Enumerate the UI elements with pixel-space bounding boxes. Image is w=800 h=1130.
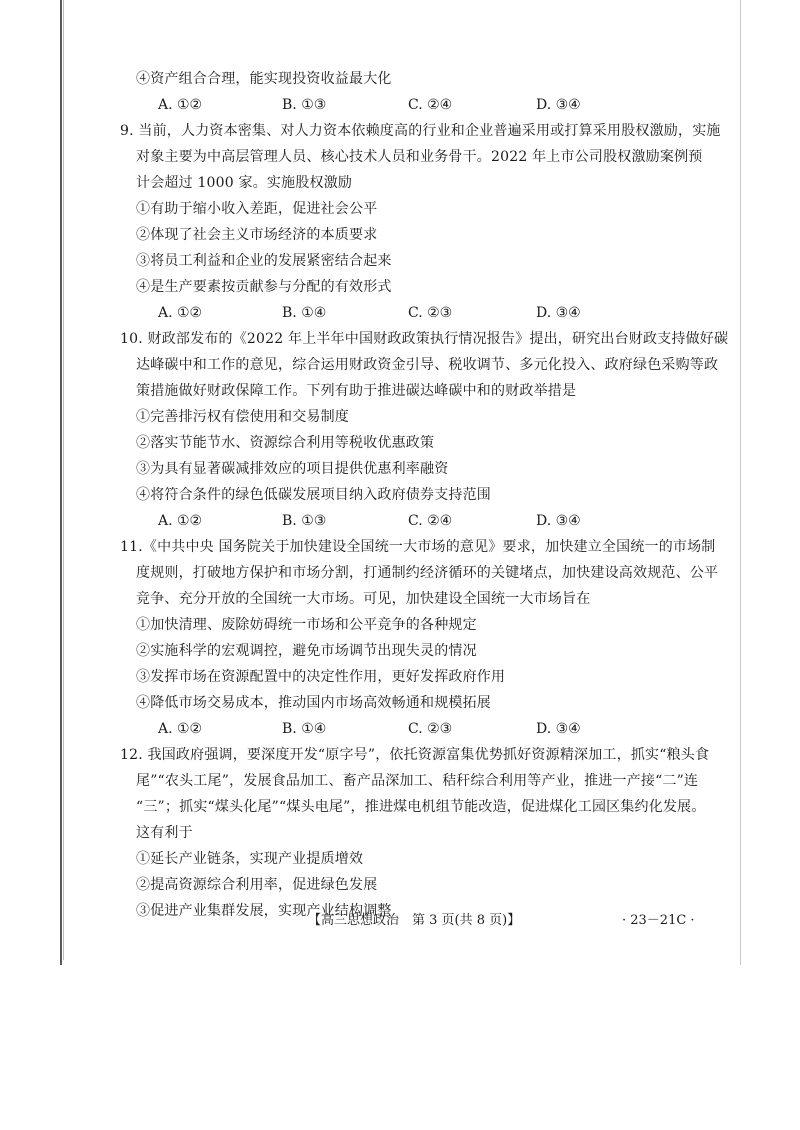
- q11-option-1: ①加快清理、废除妨碍统一市场和公平竞争的各种规定: [136, 617, 477, 633]
- q12-stem-line-2: 尾”“农头工尾”，发展食品加工、畜产品深加工、秸秆综合利用等产业，推进一产接“二”连: [136, 773, 699, 789]
- q11-stem-line-1: 11.《中共中央 国务院关于加快建设全国统一大市场的意见》要求，加快建立全国统一的市场制: [120, 539, 716, 555]
- q9-option-1: ①有助于缩小收入差距，促进社会公平: [136, 201, 378, 217]
- q12-stem-line-3: “三”；抓实“煤头化尾”“煤头电尾”，推进煤电机组节能改造，促进煤化工园区集约化发展。: [136, 799, 706, 815]
- q8-choice-a: A. ①②: [158, 97, 203, 113]
- footer-page-title: 【高三思想政治 第 3 页(共 8 页)】: [308, 913, 521, 928]
- q10-stem-line-3: 策措施做好财政保障工作。下列有助于推进碳达峰碳中和的财政举措是: [136, 383, 577, 399]
- q9-option-4: ④是生产要素按贡献参与分配的有效形式: [136, 279, 392, 295]
- q11-stem-line-3: 竞争、充分开放的全国统一大市场。可见，加快建设全国统一大市场旨在: [136, 591, 591, 607]
- q10-choice-c: C. ②④: [408, 513, 453, 529]
- q10-stem-line-2: 达峰碳中和工作的意见，综合运用财政资金引导、税收调节、多元化投入、政府绿色采购等政: [136, 357, 719, 373]
- q9-choice-d: D. ③④: [536, 305, 581, 321]
- q12-option-1: ①延长产业链条，实现产业提质增效: [136, 851, 364, 867]
- q8-choice-b: B. ①③: [282, 97, 327, 113]
- q10-choice-a: A. ①②: [158, 513, 203, 529]
- q10-stem-line-1: 10. 财政部发布的《2022 年上半年中国财政政策执行情况报告》提出，研究出台财政支持做好碳: [120, 331, 729, 347]
- q9-choices: [120, 300, 710, 326]
- q8-choices: [120, 92, 710, 118]
- q11-option-4: ④降低市场交易成本，推动国内市场高效畅通和规模拓展: [136, 695, 491, 711]
- q12-option-2: ②提高资源综合利用率，促进绿色发展: [136, 877, 378, 893]
- q9-stem-line-3: 计会超过 1000 家。实施股权激励: [136, 175, 353, 191]
- q10-option-4: ④将符合条件的绿色低碳发展项目纳入政府债券支持范围: [136, 487, 491, 503]
- q10-choice-b: B. ①③: [282, 513, 327, 529]
- q11-choice-c: C. ②③: [408, 721, 453, 737]
- scan-edge-left-shadow: [63, 0, 64, 960]
- q10-option-2: ②落实节能节水、资源综合利用等税收优惠政策: [136, 435, 435, 451]
- page-footer: [0, 909, 800, 935]
- q9-stem-line-1: 9. 当前，人力资本密集、对人力资本依赖度高的行业和企业普遍采用或打算采用股权激励，实施: [120, 123, 721, 139]
- q10-choice-d: D. ③④: [536, 513, 581, 529]
- q10-choices: [120, 508, 710, 534]
- q9-stem-line-2: 对象主要为中高层管理人员、核心技术人员和业务骨干。2022 年上市公司股权激励案例预: [136, 149, 703, 165]
- q11-stem-line-2: 度规则，打破地方保护和市场分割，打通制约经济循环的关键堵点，加快建设高效规范、公平: [136, 565, 719, 581]
- q11-choice-d: D. ③④: [536, 721, 581, 737]
- q8-option-4: ④资产组合合理，能实现投资收益最大化: [136, 71, 392, 87]
- q8-choice-d: D. ③④: [536, 97, 581, 113]
- q9-choice-c: C. ②③: [408, 305, 453, 321]
- scan-edge-right: [740, 0, 741, 965]
- q11-choices: [120, 716, 710, 742]
- q11-choice-b: B. ①④: [282, 721, 327, 737]
- footer-code: · 23－21C ·: [622, 913, 695, 928]
- q9-option-3: ③将员工利益和企业的发展紧密结合起来: [136, 253, 392, 269]
- q12-option-3: ③促进产业集群发展，实现产业结构调整: [136, 903, 392, 919]
- q11-option-3: ③发挥市场在资源配置中的决定性作用，更好发挥政府作用: [136, 669, 506, 685]
- q11-choice-a: A. ①②: [158, 721, 203, 737]
- q12-stem-line-1: 12. 我国政府强调，要深度开发“原字号”，依托资源富集优势抓好资源精深加工，抓实“粮头食: [120, 747, 710, 763]
- q12-stem-line-4: 这有利于: [136, 825, 193, 841]
- q8-choice-c: C. ②④: [408, 97, 453, 113]
- q9-option-2: ②体现了社会主义市场经济的本质要求: [136, 227, 378, 243]
- exam-content: [120, 66, 729, 924]
- scan-edge-left: [60, 0, 62, 965]
- q10-option-1: ①完善排污权有偿使用和交易制度: [136, 409, 349, 425]
- q9-choice-b: B. ①④: [282, 305, 327, 321]
- q11-option-2: ②实施科学的宏观调控，避免市场调节出现失灵的情况: [136, 643, 477, 659]
- q10-option-3: ③为具有显著碳减排效应的项目提供优惠利率融资: [136, 461, 449, 477]
- q9-choice-a: A. ①②: [158, 305, 203, 321]
